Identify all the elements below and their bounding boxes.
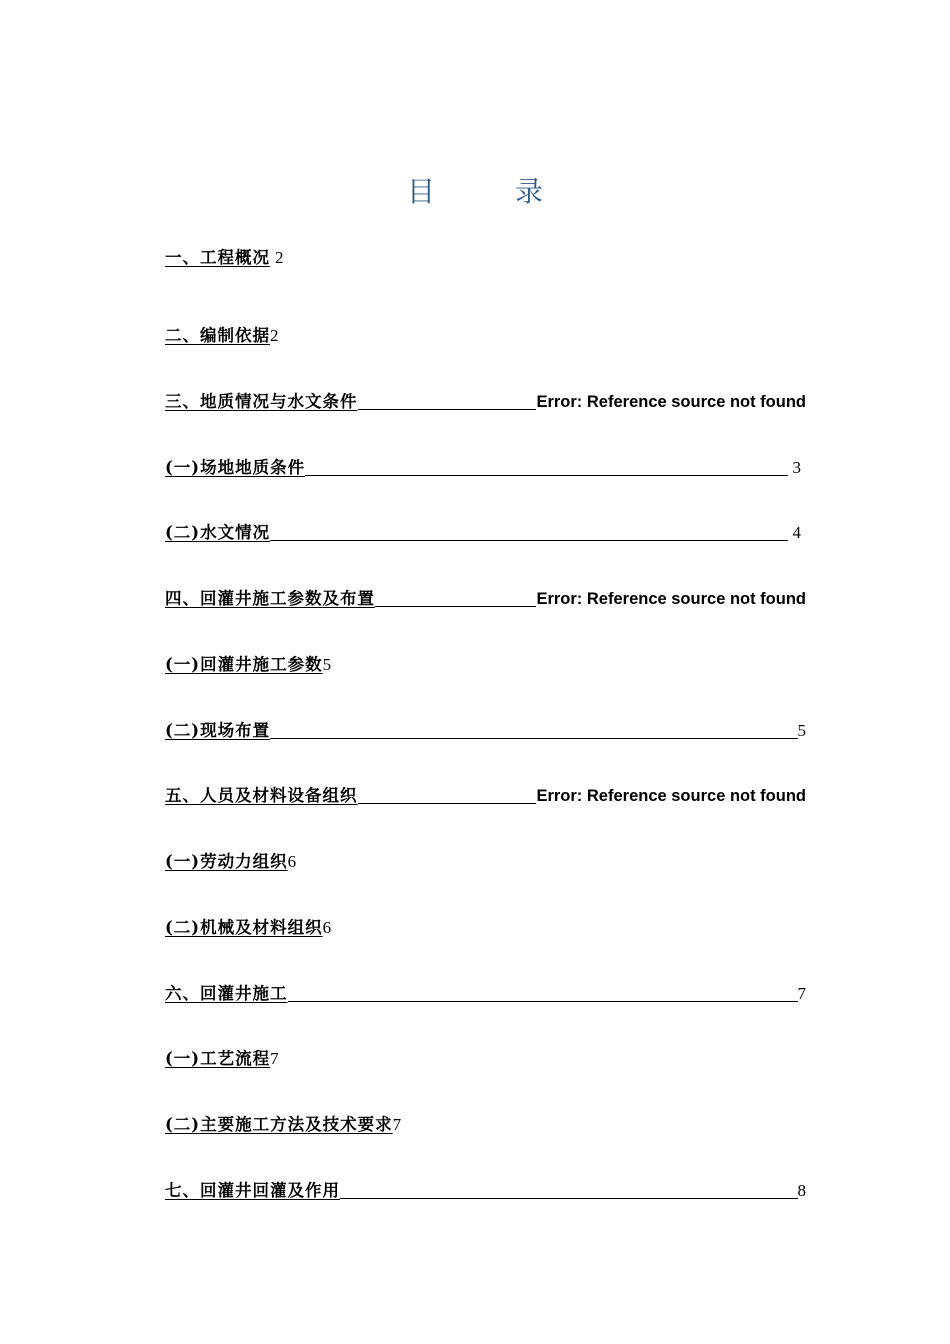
toc-entry-page: 4 <box>792 523 801 542</box>
toc-leader <box>305 474 787 476</box>
toc-entry[interactable] <box>165 1179 806 1203</box>
toc-entry[interactable] <box>165 916 331 940</box>
toc-entry-label[interactable]: 三、地质情况与水文条件 <box>165 392 358 411</box>
toc-leader <box>288 1000 798 1002</box>
toc-entry-label[interactable]: (一)劳动力组织 <box>165 852 288 871</box>
toc-entry[interactable] <box>165 850 296 874</box>
toc-entry[interactable] <box>165 587 806 611</box>
toc-entry-page: 2 <box>275 248 284 267</box>
toc-leader <box>358 408 537 410</box>
toc-entry[interactable] <box>165 653 331 677</box>
toc-entry[interactable] <box>165 456 801 480</box>
toc-leader <box>375 605 536 607</box>
toc-entry-page: Error: Reference source not found <box>536 393 806 411</box>
toc-entry-page: 8 <box>797 1181 806 1200</box>
toc-entry-page: 7 <box>392 1115 402 1134</box>
toc-leader <box>358 802 537 804</box>
toc-entry-page: 3 <box>792 458 801 477</box>
toc-entry[interactable] <box>165 324 279 348</box>
toc-entry-label[interactable]: (一)工艺流程 <box>165 1049 271 1068</box>
toc-entry-label[interactable]: 五、人员及材料设备组织 <box>165 786 358 805</box>
toc-entry-label[interactable]: 一、工程概况 <box>165 248 270 267</box>
toc-entry[interactable] <box>165 1113 401 1137</box>
toc-title-left: 目 <box>406 175 435 208</box>
toc-entry[interactable] <box>165 1047 279 1071</box>
toc-entry-page: 6 <box>322 918 332 937</box>
toc-entry[interactable] <box>165 521 801 545</box>
toc-entry-page: 5 <box>322 655 332 674</box>
toc-entry-label[interactable]: (二)水文情况 <box>165 523 271 542</box>
toc-entry-label[interactable]: (二)机械及材料组织 <box>165 918 323 937</box>
toc-entry-label[interactable]: 二、编制依据 <box>165 326 270 345</box>
toc-entry-label[interactable]: 六、回灌井施工 <box>165 984 288 1003</box>
toc-entry-label[interactable]: (二)主要施工方法及技术要求 <box>165 1115 393 1134</box>
toc-title-right: 录 <box>515 175 544 208</box>
toc-title <box>0 170 950 210</box>
toc-entry-page: 5 <box>797 721 806 740</box>
toc-entry-label[interactable]: 七、回灌井回灌及作用 <box>165 1181 340 1200</box>
toc-entry-label[interactable]: (二)现场布置 <box>165 721 271 740</box>
toc-entry[interactable] <box>165 719 806 743</box>
toc-leader <box>270 737 797 739</box>
toc-entry[interactable] <box>165 982 806 1006</box>
toc-entry-page: 2 <box>270 326 279 345</box>
toc-entry-page: Error: Reference source not found <box>536 590 806 608</box>
toc-entry[interactable] <box>165 390 806 414</box>
toc-entry-page: 7 <box>797 984 806 1003</box>
toc-entry-label[interactable]: 四、回灌井施工参数及布置 <box>165 589 375 608</box>
toc-entry-page: 7 <box>270 1049 279 1068</box>
toc-entry-label[interactable]: (一)回灌井施工参数 <box>165 655 323 674</box>
toc-entry[interactable] <box>165 784 806 808</box>
toc-leader <box>340 1197 798 1199</box>
toc-entry-label[interactable]: (一)场地地质条件 <box>165 458 306 477</box>
toc-entry-page: Error: Reference source not found <box>536 787 806 805</box>
toc-entry-page: 6 <box>287 852 297 871</box>
toc-entry[interactable] <box>165 246 284 270</box>
toc-leader <box>270 539 787 541</box>
